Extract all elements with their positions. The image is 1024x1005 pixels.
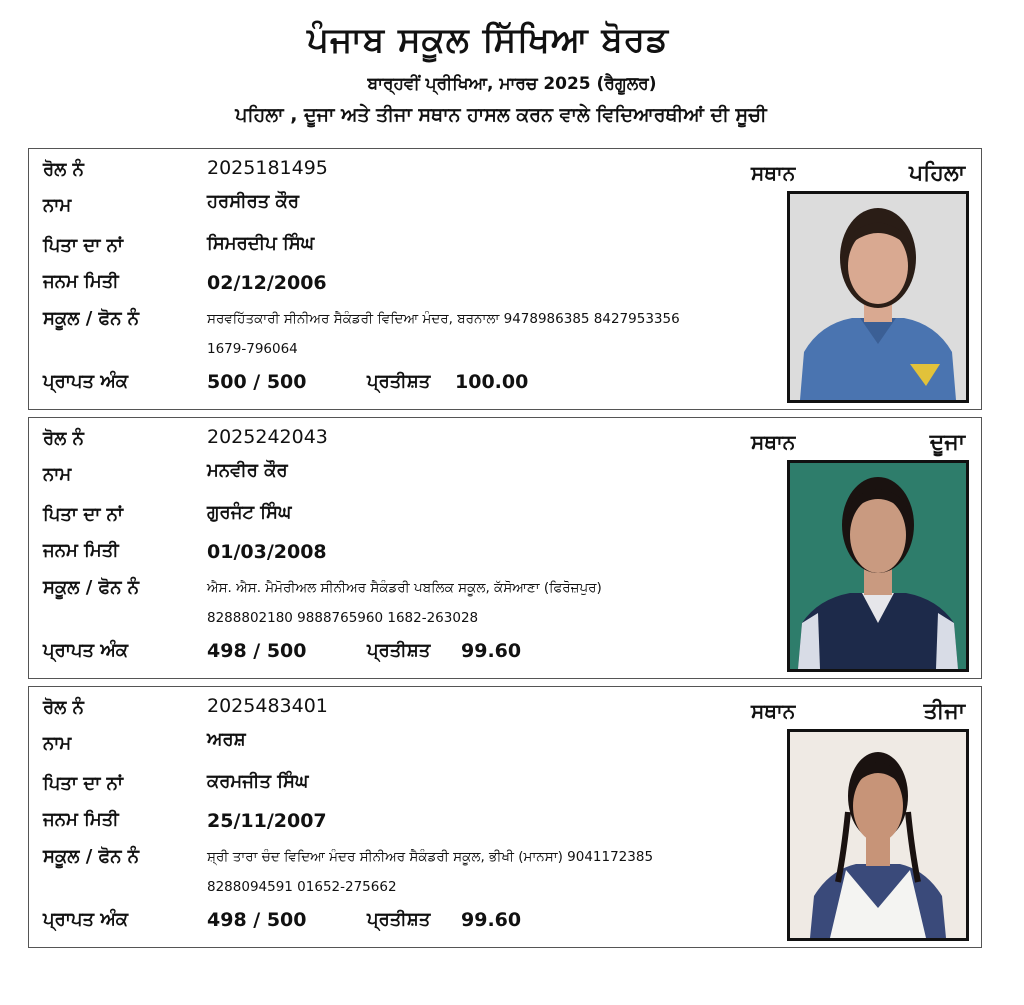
marks-label: ਪ੍ਰਾਪਤ ਅੰਕ (43, 640, 129, 661)
father-name: ਸਿਮਰਦੀਪ ਸਿੰਘ (207, 233, 315, 254)
roll-label: ਰੋਲ ਨੰ (43, 697, 84, 718)
date-of-birth: 01/03/2008 (207, 541, 327, 563)
name-label: ਨਾਮ (43, 195, 72, 216)
rank-value: ਦੂਜਾ (929, 430, 965, 455)
rank-label: ਸਥਾਨ (751, 430, 796, 454)
student-name: ਹਰਸੀਰਤ ਕੌਰ (207, 191, 300, 212)
student-card-third (28, 686, 982, 948)
student-name: ਮਨਵੀਰ ਕੌਰ (207, 460, 288, 481)
student-name: ਅਰਸ਼ (207, 729, 246, 750)
dob-label: ਜਨਮ ਮਿਤੀ (43, 809, 119, 830)
marks-value: 498 / 500 (207, 640, 307, 662)
father-label: ਪਿਤਾ ਦਾ ਨਾਂ (43, 773, 124, 794)
board-title: ਪੰਜਾਬ ਸਕੂਲ ਸਿੱਖਿਆ ਬੋਰਡ (307, 20, 669, 60)
student-card-first (28, 148, 982, 410)
father-label: ਪਿਤਾ ਦਾ ਨਾਂ (43, 235, 124, 256)
school-line-1: ਸਰਵਹਿੱਤਕਾਰੀ ਸੀਨੀਅਰ ਸੈਕੰਡਰੀ ਵਿਦਿਆ ਮੰਦਰ, ਬਰਨਾਲਾ 9478986385 8427953356 (207, 311, 680, 327)
father-name: ਕਰਮਜੀਤ ਸਿੰਘ (207, 771, 309, 792)
school-line-1: ਸ਼੍ਰੀ ਤਾਰਾ ਚੰਦ ਵਿਦਿਆ ਮੰਦਰ ਸੀਨੀਅਰ ਸੈਕੰਡਰੀ ਸਕੂਲ, ਭੀਖੀ (ਮਾਨਸਾ) 9041172385 (207, 849, 654, 865)
student-photo (787, 729, 969, 941)
date-of-birth: 02/12/2006 (207, 272, 327, 294)
school-label: ਸਕੂਲ / ਫੋਨ ਨੰ (43, 577, 140, 598)
percent-value: 99.60 (461, 640, 522, 662)
exam-subtitle: ਬਾਰ੍ਹਵੀਂ ਪ੍ਰੀਖਿਆ, ਮਾਰਚ 2025 (ਰੈਗੂਲਰ) (367, 74, 657, 94)
school-line-2: 8288094591 01652-275662 (207, 879, 397, 895)
rank-value: ਤੀਜਾ (923, 699, 965, 724)
percent-value: 100.00 (455, 371, 529, 393)
dob-label: ਜਨਮ ਮਿਤੀ (43, 540, 119, 561)
percent-value: 99.60 (461, 909, 522, 931)
student-photo (787, 191, 969, 403)
rank-label: ਸਥਾਨ (751, 161, 796, 185)
school-line-2: 8288802180 9888765960 1682-263028 (207, 610, 479, 626)
father-label: ਪਿਤਾ ਦਾ ਨਾਂ (43, 504, 124, 525)
percent-label: ਪ੍ਰਤੀਸ਼ਤ (367, 909, 431, 930)
marks-value: 500 / 500 (207, 371, 307, 393)
school-label: ਸਕੂਲ / ਫੋਨ ਨੰ (43, 846, 140, 867)
father-name: ਗੁਰਜੰਟ ਸਿੰਘ (207, 502, 292, 523)
name-label: ਨਾਮ (43, 464, 72, 485)
student-photo (787, 460, 969, 672)
roll-label: ਰੋਲ ਨੰ (43, 159, 84, 180)
rank-value: ਪਹਿਲਾ (909, 161, 965, 186)
marks-label: ਪ੍ਰਾਪਤ ਅੰਕ (43, 371, 129, 392)
school-line-1: ਐਸ. ਐਸ. ਮੈਮੋਰੀਅਲ ਸੀਨੀਅਰ ਸੈਕੰਡਰੀ ਪਬਲਿਕ ਸਕੂਲ, ਕੱਸੋਆਣਾ (ਫਿਰੋਜ਼ਪੁਰ) (207, 580, 602, 596)
rank-label: ਸਥਾਨ (751, 699, 796, 723)
school-label: ਸਕੂਲ / ਫੋਨ ਨੰ (43, 308, 140, 329)
list-title: ਪਹਿਲਾ , ਦੂਜਾ ਅਤੇ ਤੀਜਾ ਸਥਾਨ ਹਾਸਲ ਕਰਨ ਵਾਲੇ ਵਿਦਿਆਰਥੀਆਂ ਦੀ ਸੂਚੀ (235, 104, 767, 126)
marks-value: 498 / 500 (207, 909, 307, 931)
roll-number: 2025242043 (207, 426, 328, 448)
date-of-birth: 25/11/2007 (207, 810, 327, 832)
roll-number: 2025181495 (207, 157, 328, 179)
percent-label: ਪ੍ਰਤੀਸ਼ਤ (367, 640, 431, 661)
marks-label: ਪ੍ਰਾਪਤ ਅੰਕ (43, 909, 129, 930)
school-line-2: 1679-796064 (207, 341, 298, 357)
name-label: ਨਾਮ (43, 733, 72, 754)
student-card-second (28, 417, 982, 679)
roll-number: 2025483401 (207, 695, 328, 717)
dob-label: ਜਨਮ ਮਿਤੀ (43, 271, 119, 292)
roll-label: ਰੋਲ ਨੰ (43, 428, 84, 449)
percent-label: ਪ੍ਰਤੀਸ਼ਤ (367, 371, 431, 392)
